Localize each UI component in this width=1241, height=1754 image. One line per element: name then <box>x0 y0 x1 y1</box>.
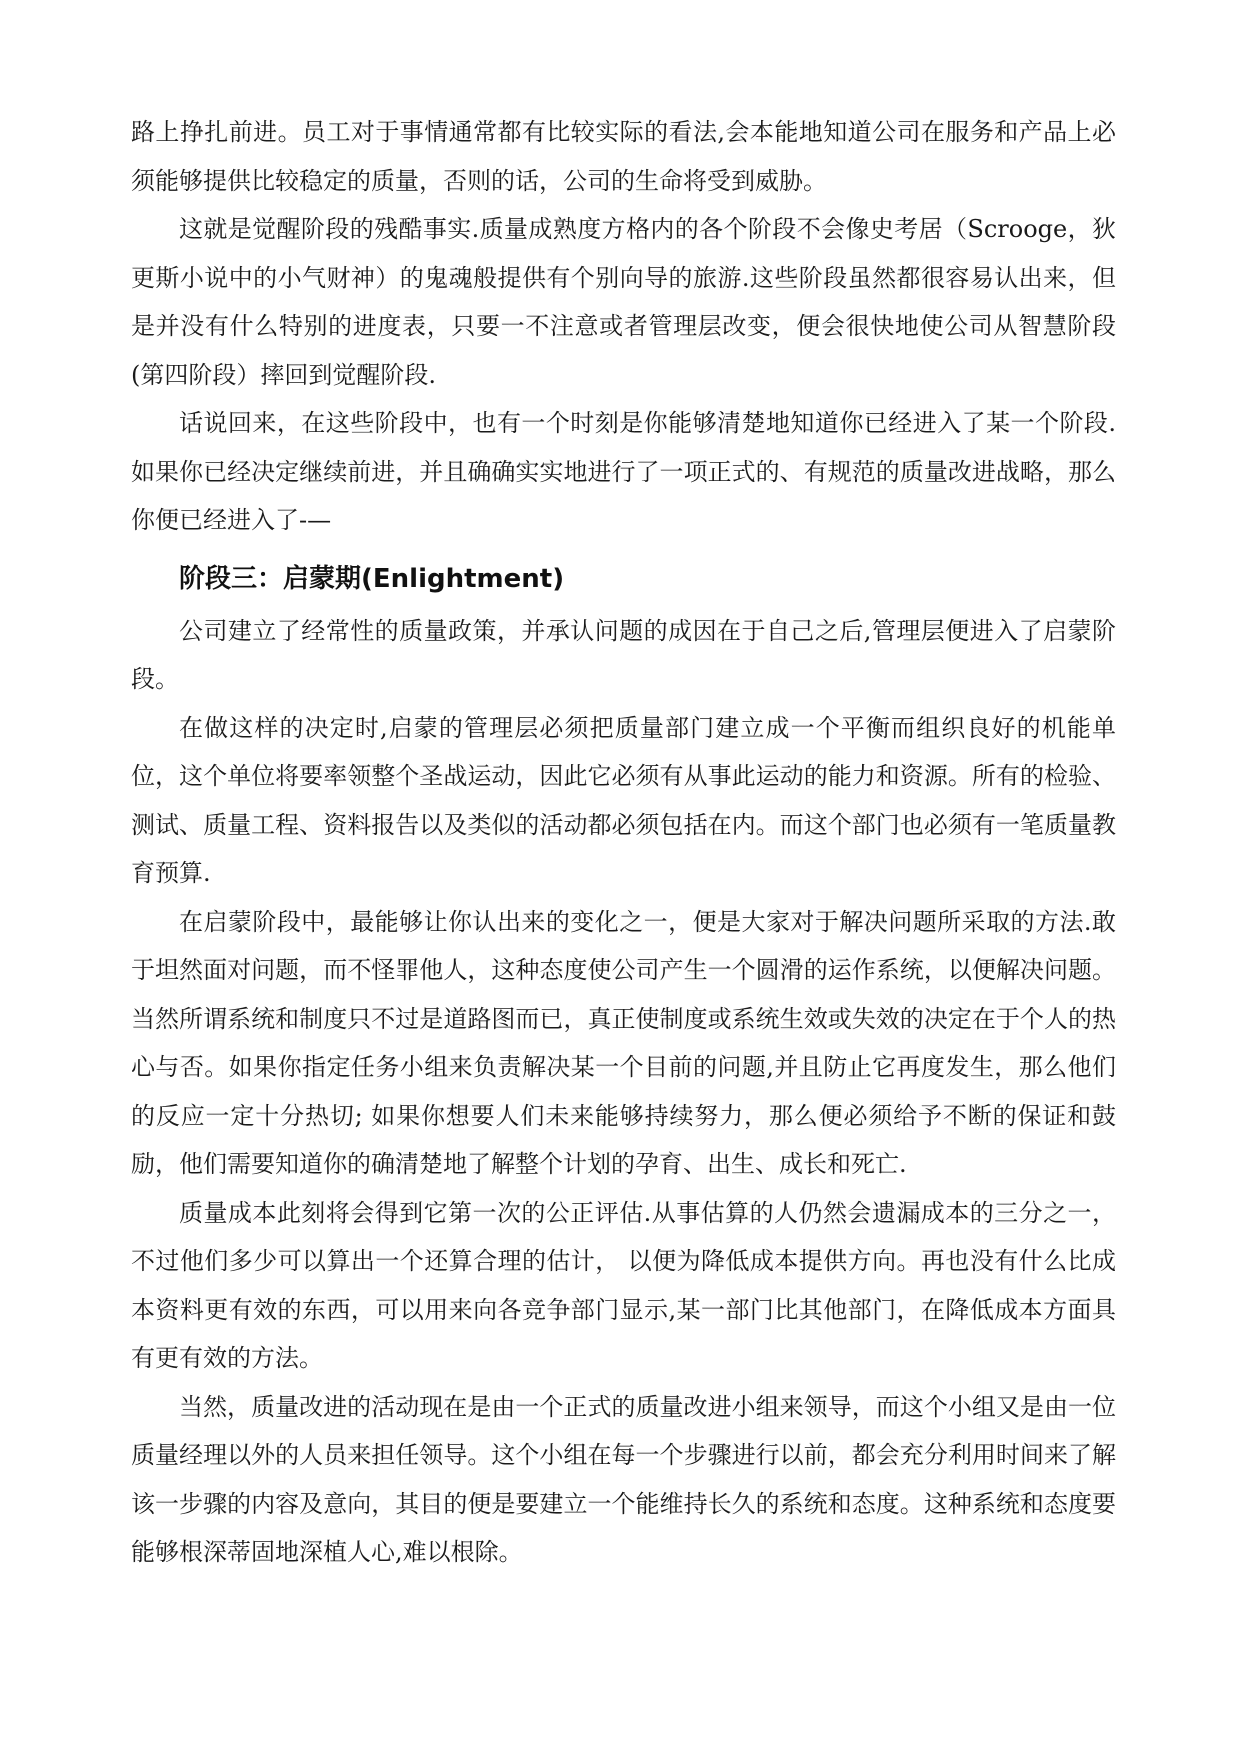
section-heading: 阶段三：启蒙期(Enlightment) <box>179 563 565 594</box>
paragraph-awakening-reality: 这就是觉醒阶段的残酷事实.质量成熟度方格内的各个阶段不会像史考居（Scrooge，狄更斯小说中的小气财神）的鬼魂般提供有个别向导的旅游.这些阶段虽然都很容易认出来，但是并没有什么特别的进度表，只要一不注意或者管理层改变，便会很快地使公司从智慧阶段(第四阶段）摔回到觉醒阶段. <box>131 215 1116 389</box>
paragraph-enlightenment-intro: 公司建立了经常性的质量政策，并承认问题的成因在于自己之后,管理层便进入了启蒙阶段。 <box>131 616 1116 693</box>
paragraph-transition: 话说回来，在这些阶段中，也有一个时刻是你能够清楚地知道你已经进入了某一个阶段.如果你已经决定继续前进，并且确确实实地进行了一项正式的、有规范的质量改进战略，那么你便已经进入了-— <box>131 409 1116 534</box>
paragraph-quality-cost: 质量成本此刻将会得到它第一次的公正评估.从事估算的人仍然会遗漏成本的三分之一，不过他们多少可以算出一个还算合理的估计， 以便为降低成本提供方向。再也没有什么比成本资料更有效的东西，可以用来向各竞争部门显示,某一部门比其他部门，在降低成本方面具有更有效的方法。 <box>131 1198 1116 1372</box>
paragraph-continued: 路上挣扎前进。员工对于事情通常都有比较实际的看法,会本能地知道公司在服务和产品上必须能够提供比较稳定的质量，否则的话，公司的生命将受到威胁。 <box>131 118 1116 195</box>
document-body <box>131 108 1116 1577</box>
paragraph-improvement-team: 当然，质量改进的活动现在是由一个正式的质量改进小组来领导，而这个小组又是由一位质量经理以外的人员来担任领导。这个小组在每一个步骤进行以前，都会充分利用时间来了解该一步骤的内容及意向，其目的便是要建立一个能维持长久的系统和态度。这种系统和态度要能够根深蒂固地深植人心,难以根除。 <box>131 1392 1116 1566</box>
paragraph-quality-department: 在做这样的决定时,启蒙的管理层必须把质量部门建立成一个平衡而组织良好的机能单位，这个单位将要率领整个圣战运动，因此它必须有从事此运动的能力和资源。所有的检验、测试、质量工程、资料报告以及类似的活动都必须包括在内。而这个部门也必须有一笔质量教育预算. <box>131 713 1116 887</box>
paragraph-problem-solving: 在启蒙阶段中，最能够让你认出来的变化之一，便是大家对于解决问题所采取的方法.敢于坦然面对问题，而不怪罪他人，这种态度使公司产生一个圆滑的运作系统，以便解决问题。当然所谓系统和制度只不过是道路图而已，真正使制度或系统生效或失效的决定在于个人的热心与否。如果你指定任务小组来负责解决某一个目前的问题,并且防止它再度发生，那么他们的反应一定十分热切; 如果你想要人们未来能够持续努力，那么便必须给予不断的保证和鼓励，他们需要知道你的确清楚地了解整个计划的孕育、出生、成长和死亡. <box>131 907 1116 1178</box>
